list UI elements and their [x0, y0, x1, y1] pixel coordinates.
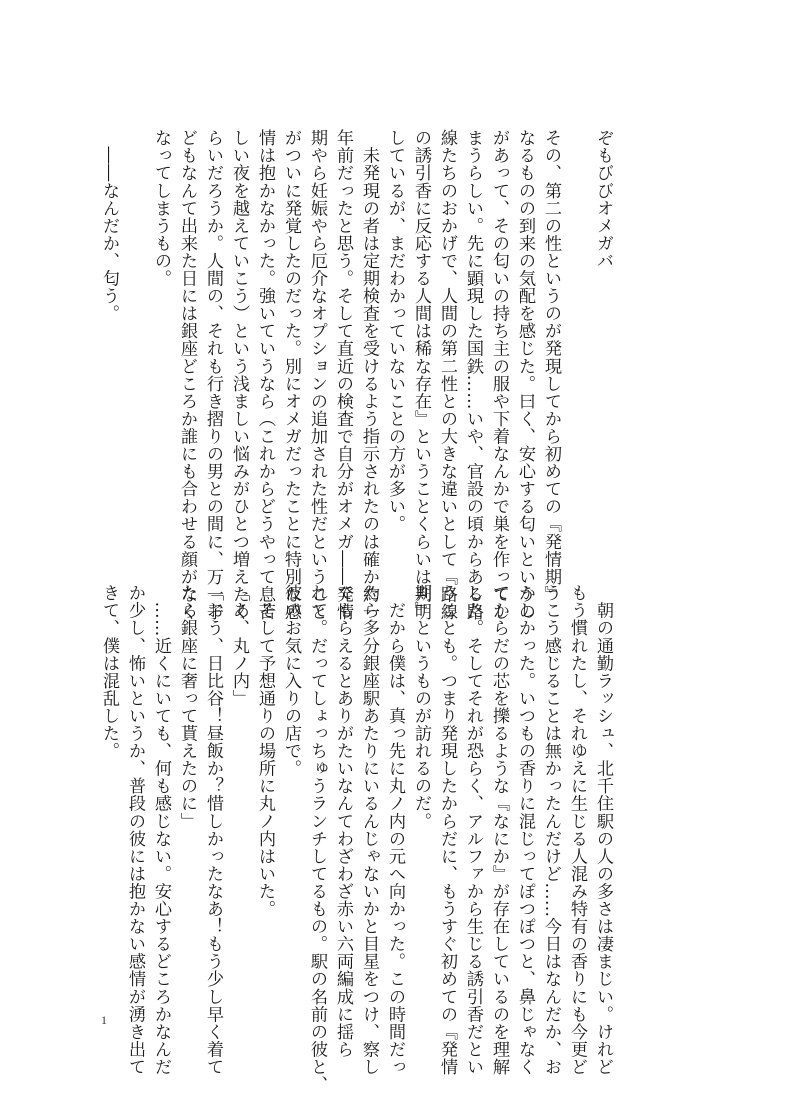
- text-line: ――なんだか、匂う。: [99, 129, 119, 323]
- text-line: てからだの芯を擽るような『なにか』が存在しているのを理解: [489, 584, 509, 1076]
- text-line: たら銀座に奢って貰えたのに」: [177, 584, 197, 830]
- text-line: その、第二の性というのが発現してから初めての『発情期』: [541, 129, 561, 603]
- top-text-block: [96, 129, 616, 621]
- text-line: 線たちのおかげで、人間の第二性との大きな違いとして『路線: [437, 129, 457, 621]
- text-line: きて、僕は混乱した。: [99, 584, 119, 760]
- text-line: 「あ、丸ノ内」: [229, 584, 249, 707]
- text-line: まうらしい。先に顕現した国鉄……いや、官設の頃からある路: [463, 129, 483, 621]
- page-number: 1: [101, 1013, 107, 1027]
- text-line: かしかった。いつもの香りに混じってぽつぽつと、鼻じゃなく: [515, 584, 535, 1076]
- text-line: そして予想通りの場所に丸ノ内はいた。: [255, 584, 275, 918]
- chapter-title: ぞもびびオメガバ: [593, 129, 613, 270]
- text-line: だから僕は、真っ先に丸ノ内の元へ向かった。この時間だっ: [385, 584, 405, 1076]
- text-line: した。そしてそれが恐らく、アルファから生じる誘引香だとい: [463, 584, 483, 1076]
- text-line: どもなんて出来た日には銀座どころか誰にも合わせる顔がなく: [177, 129, 197, 621]
- text-line: たら多分銀座駅あたりにいるんじゃないかと目星をつけ、察し: [359, 584, 379, 1076]
- text-line: の誘引香に反応する人間は稀な存在』ということくらいは判明: [411, 129, 431, 621]
- text-line: があって、その匂いの持ち主の服や下着なんかで巣を作ってし: [489, 129, 509, 621]
- text-line: 「おう、日比谷！昼飯か？惜しかったなあ！もう少し早く着て: [203, 584, 223, 1076]
- text-line: なるものの到来の気配を感じた。曰く、安心する匂いというの: [515, 129, 535, 621]
- text-line: がついに発覚したのだった。別にオメガだったことに特別な感: [281, 129, 301, 621]
- text-line: 期やら妊娠やら厄介なオプションの追加された性だということ: [307, 129, 327, 621]
- text-line: 情は抱かなかった。強いていうなら（これからどうやって息苦: [255, 129, 275, 621]
- text-line: 期』というものが訪れるのだ。: [411, 584, 431, 830]
- text-line: しているが、まだわかっていないことの方が多い。: [385, 129, 405, 533]
- text-line: か少し、怖いというか、普段の彼には抱かない感情が湧き出て: [125, 584, 145, 1076]
- text-line: 未発現の者は定期検査を受けるよう指示されたのは確か約一: [359, 129, 379, 621]
- text-line: れて。だってしょっちゅうランチしてるもの。駅の名前の彼と、: [307, 584, 327, 1093]
- text-line: しい夜を越えていこう）という浅ましい悩みがひとつ増えたく: [229, 129, 249, 621]
- text-line: なってしまうもの。: [151, 129, 171, 287]
- text-line: てもらえるとありがたいなんてわざわざ赤い六両編成に揺ら: [333, 584, 353, 1058]
- text-line: うことも。つまり発現したからだに、もうすぐ初めての『発情: [437, 584, 457, 1076]
- text-line: らいだろうか。人間の、それも行き摺りの男との間に、万一子: [203, 129, 223, 621]
- text-line: もう慣れたし、それゆえに生じる人混み特有の香りにも今更ど: [567, 584, 587, 1076]
- text-line: 年前だったと思う。そして直近の検査で自分がオメガ――発情: [333, 129, 353, 621]
- title-gap: [564, 129, 590, 565]
- text-line: ……近くにいても、何も感じない。安心するどころかなんだ: [151, 584, 171, 1076]
- bottom-text-block: [96, 584, 616, 1093]
- text-line: うこう感じることは無かったんだけど……今日はなんだか、お: [541, 584, 561, 1076]
- paragraph-gap: [122, 129, 148, 565]
- text-line: 彼のお気に入りの店で。: [281, 584, 301, 778]
- text-line: 朝の通勤ラッシュ、北千住駅の人の多さは凄まじい。けれど: [593, 584, 613, 1076]
